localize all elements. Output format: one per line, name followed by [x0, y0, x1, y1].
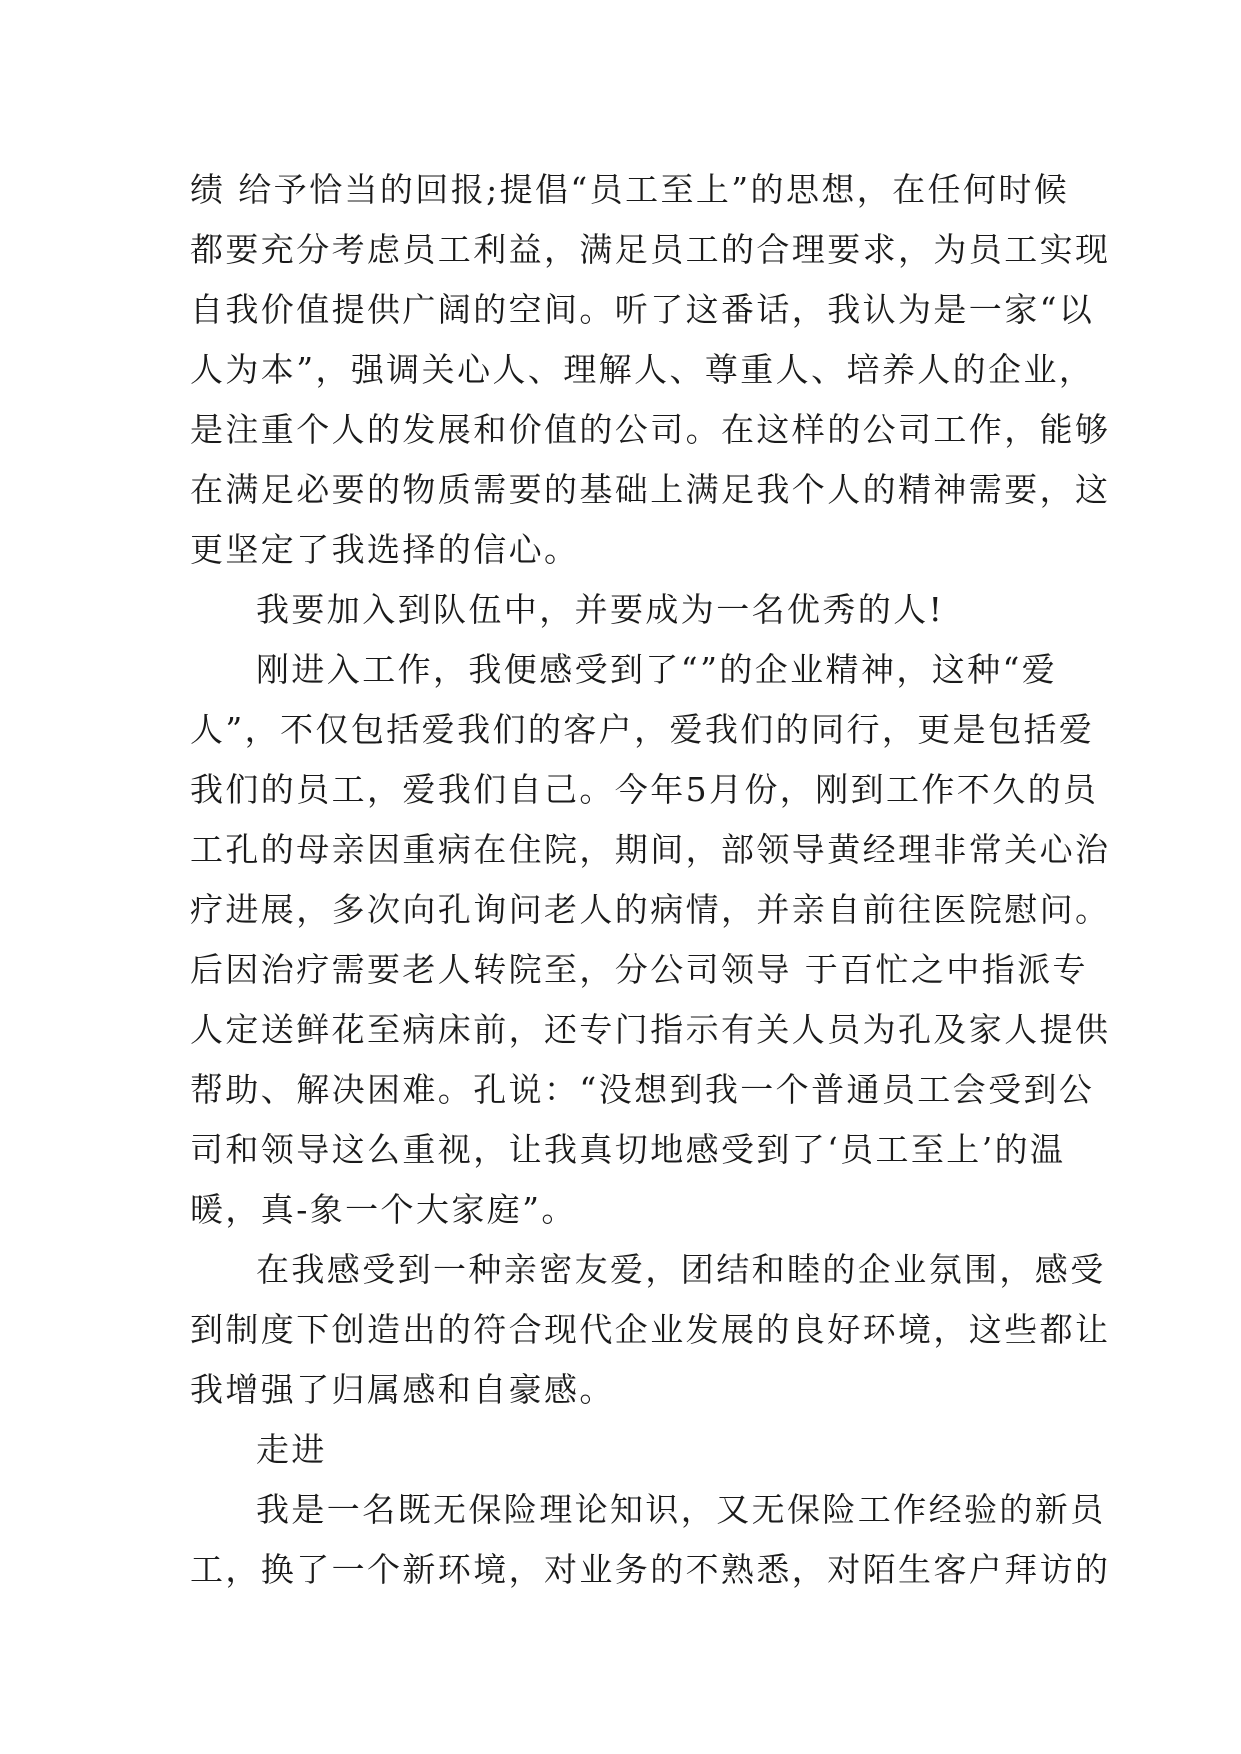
text-line: 到制度下创造出的符合现代企业发展的良好环境，这些都让	[190, 1310, 1111, 1349]
text-line: 帮助、解决困难。孔说：“没想到我一个普通员工会受到公	[190, 1070, 1095, 1109]
text-line: 暖，真-象一个大家庭”。	[190, 1190, 577, 1229]
paragraph-first-line: 在我感受到一种亲密友爱，团结和睦的企业氛围，感受	[256, 1250, 1106, 1289]
text-line: 人”，不仅包括爱我们的客户，爱我们的同行，更是包括爱	[190, 710, 1095, 749]
paragraph-first-line: 我要加入到队伍中，并要成为一名优秀的人!	[256, 590, 945, 629]
text-line: 人定送鲜花至病床前，还专门指示有关人员为孔及家人提供	[190, 1010, 1111, 1049]
text-line: 都要充分考虑员工利益，满足员工的合理要求，为员工实现	[190, 230, 1111, 269]
text-line: 工孔的母亲因重病在住院，期间，部领导黄经理非常关心治	[190, 830, 1111, 869]
text-line: 人为本”，强调关心人、理解人、尊重人、培养人的企业，	[190, 350, 1095, 389]
text-line: 我增强了归属感和自豪感。	[190, 1370, 615, 1409]
paragraph-first-line: 我是一名既无保险理论知识，又无保险工作经验的新员	[256, 1490, 1106, 1529]
text-line: 司和领导这么重视，让我真切地感受到了‘员工至上’的温	[190, 1130, 1066, 1169]
text-line: 绩 给予恰当的回报;提倡“员工至上”的思想，在任何时候	[190, 170, 1070, 209]
document-body	[190, 160, 1111, 1600]
text-line: 我们的员工，爱我们自己。今年5月份，刚到工作不久的员	[190, 770, 1099, 809]
text-line: 是注重个人的发展和价值的公司。在这样的公司工作，能够	[190, 410, 1111, 449]
section-heading: 走进	[256, 1430, 327, 1469]
text-line: 在满足必要的物质需要的基础上满足我个人的精神需要，这	[190, 470, 1111, 509]
text-line: 工，换了一个新环境，对业务的不熟悉，对陌生客户拜访的	[190, 1550, 1111, 1589]
paragraph-first-line: 刚进入工作，我便感受到了“”的企业精神，这种“爱	[256, 650, 1058, 689]
text-line: 自我价值提供广阔的空间。听了这番话，我认为是一家“以	[190, 290, 1095, 329]
text-line: 后因治疗需要老人转院至，分公司领导 于百忙之中指派专	[190, 950, 1088, 989]
text-line: 疗进展，多次向孔询问老人的病情，并亲自前往医院慰问。	[190, 890, 1111, 929]
text-line: 更坚定了我选择的信心。	[190, 530, 580, 569]
